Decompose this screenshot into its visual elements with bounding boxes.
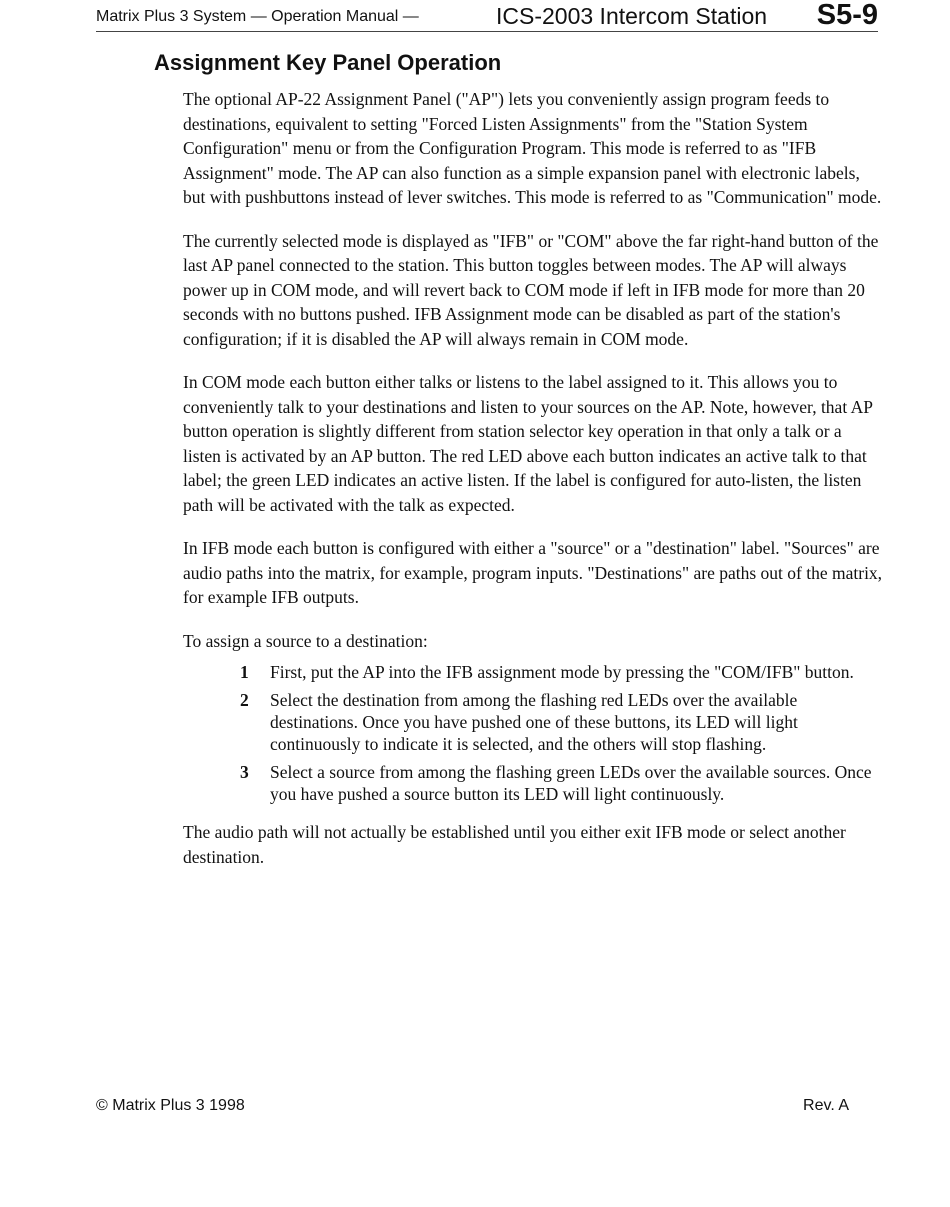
copyright-text: © Matrix Plus 3 1998	[96, 1097, 245, 1114]
station-title: ICS-2003 Intercom Station	[496, 3, 768, 29]
step-text: First, put the AP into the IFB assignment mode by pressing the "COM/IFB" button.	[270, 662, 854, 682]
closing-paragraph: The audio path will not actually be established until you either exit IFB mode or select another destination.	[183, 822, 846, 867]
page-number: S5-9	[816, 0, 878, 31]
body-content	[183, 87, 883, 888]
step-number: 2	[240, 690, 249, 710]
step-text: Select the destination from among the flashing red LEDs over the available destinations. Once you have pushed one of these buttons, its LED will light continuously to indicate it is selected, and the others will stop flashing.	[270, 690, 798, 754]
page-header	[96, 0, 878, 32]
manual-title: Matrix Plus 3 System — Operation Manual —	[96, 8, 419, 25]
paragraph: In COM mode each button either talks or listens to the label assigned to it. This allows you to conveniently talk to your destinations and listen to your sources on the AP. Note, however, that AP button operation is slightly different from station selector key operation in that only a talk or a listen is activated by an AP button. The red LED above each button indicates an active talk to that label; the green LED indicates an active listen. If the label is configured for auto-listen, the listen path will be activated with the talk as expected.	[183, 372, 873, 515]
revision-text: Rev. A	[803, 1097, 849, 1114]
paragraph: In IFB mode each button is configured with either a "source" or a "destination" label. "Sources" are audio paths into the matrix, for example, program inputs. "Destinations" are paths out of the matrix, for example IFB outputs.	[183, 538, 883, 607]
step-text: Select a source from among the flashing green LEDs over the available sources. Once you have pushed a source button its LED will light continuously.	[270, 762, 872, 804]
step-item	[183, 661, 883, 683]
step-number: 1	[240, 662, 249, 682]
steps-list	[183, 661, 883, 805]
step-item	[183, 761, 883, 805]
paragraph: The currently selected mode is displayed as "IFB" or "COM" above the far right-hand button of the last AP panel connected to the station. This button toggles between modes. The AP will always power up in COM mode, and will revert back to COM mode if left in IFB mode for more than 20 seconds with no buttons pushed. IFB Assignment mode can be disabled as part of the station's configuration; if it is disabled the AP will always remain in COM mode.	[183, 230, 879, 349]
paragraph: The optional AP-22 Assignment Panel ("AP") lets you conveniently assign program feeds to destinations, equivalent to setting "Forced Listen Assignments" from the "Station System Configuration" menu or from the Configuration Program. This mode is referred to as "IFB Assignment" mode. The AP can also function as a simple expansion panel with electronic labels, but with pushbuttons instead of lever switches. This mode is referred to as "Communication" mode.	[183, 89, 882, 207]
step-number: 3	[240, 762, 249, 782]
steps-intro: To assign a source to a destination:	[183, 630, 428, 651]
step-item	[183, 689, 883, 755]
section-title: Assignment Key Panel Operation	[154, 50, 502, 75]
